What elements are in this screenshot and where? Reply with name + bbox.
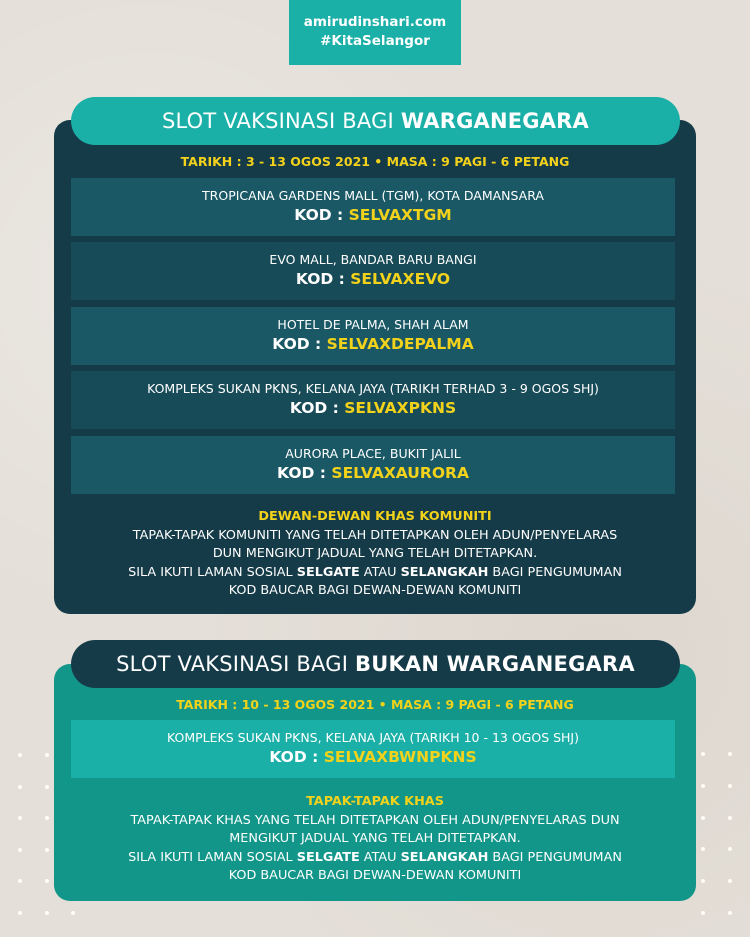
note-title: DEWAN-DEWAN KHAS KOMUNITI — [258, 509, 492, 524]
citizens-dateline: TARIKH : 3 - 13 OGOS 2021 • MASA : 9 PAGI - 6 PETANG — [180, 154, 570, 169]
citizens-title — [71, 97, 680, 145]
site-code: KOD : SELVAXAURORA — [277, 464, 469, 482]
site-location: TROPICANA GARDENS MALL (TGM), KOTA DAMANSARA — [202, 188, 544, 203]
note-line: KOD BAUCAR BAGI DEWAN-DEWAN KOMUNITI — [228, 868, 522, 883]
header-badge — [289, 0, 461, 65]
note-line: TAPAK-TAPAK KHAS YANG TELAH DITETAPKAN OLEH ADUN/PENYELARAS DUN — [130, 812, 620, 828]
site-code: KOD : SELVAXPKNS — [289, 399, 457, 417]
note-title: TAPAK-TAPAK KHAS — [306, 794, 444, 809]
site-location: KOMPLEKS SUKAN PKNS, KELANA JAYA (TARIKH 10 - 13 OGOS SHJ) — [167, 730, 579, 745]
citizens-community-note — [54, 508, 696, 601]
title-bold: WARGANEGARA — [400, 109, 589, 133]
site-location: AURORA PLACE, BUKIT JALIL — [285, 446, 461, 461]
hashtag-label: #KitaSelangor — [320, 33, 430, 49]
note-line: SILA IKUTI LAMAN SOSIAL SELGATE ATAU SELANGKAH BAGI PENGUMUMAN — [128, 849, 622, 865]
noncitizens-special-note — [54, 793, 696, 886]
note-line: SILA IKUTI LAMAN SOSIAL SELGATE ATAU SELANGKAH BAGI PENGUMUMAN — [128, 564, 622, 580]
selgate-label: SELGATE — [296, 849, 360, 865]
site-location: EVO MALL, BANDAR BARU BANGI — [269, 252, 477, 267]
site-card — [71, 371, 675, 429]
selangkah-label: SELANGKAH — [400, 849, 489, 865]
selgate-label: SELGATE — [296, 564, 360, 580]
site-code: KOD : SELVAXBWNPKNS — [269, 748, 477, 766]
site-location: KOMPLEKS SUKAN PKNS, KELANA JAYA (TARIKH TERHAD 3 - 9 OGOS SHJ) — [147, 381, 599, 396]
title-prefix: SLOT VAKSINASI BAGI — [162, 109, 401, 133]
note-line: DUN MENGIKUT JADUAL YANG TELAH DITETAPKAN. — [212, 546, 538, 561]
noncitizens-dateline: TARIKH : 10 - 13 OGOS 2021 • MASA : 9 PAGI - 6 PETANG — [176, 697, 574, 712]
noncitizens-title — [71, 640, 680, 688]
site-card — [71, 242, 675, 300]
note-line: KOD BAUCAR BAGI DEWAN-DEWAN KOMUNITI — [228, 583, 522, 598]
site-code: KOD : SELVAXDEPALMA — [272, 335, 474, 353]
site-code: KOD : SELVAXTGM — [294, 206, 452, 224]
selangkah-label: SELANGKAH — [400, 564, 489, 580]
site-card — [71, 178, 675, 236]
title-bold: BUKAN WARGANEGARA — [354, 652, 635, 676]
site-card — [71, 720, 675, 778]
site-location: HOTEL DE PALMA, SHAH ALAM — [277, 317, 469, 332]
title-prefix: SLOT VAKSINASI BAGI — [116, 652, 355, 676]
site-card — [71, 307, 675, 365]
site-card — [71, 436, 675, 494]
website-label: amirudinshari.com — [303, 14, 447, 30]
site-code: KOD : SELVAXEVO — [295, 270, 451, 288]
note-line: MENGIKUT JADUAL YANG TELAH DITETAPKAN. — [229, 831, 521, 846]
note-line: TAPAK-TAPAK KOMUNITI YANG TELAH DITETAPKAN OLEH ADUN/PENYELARAS — [132, 527, 618, 543]
